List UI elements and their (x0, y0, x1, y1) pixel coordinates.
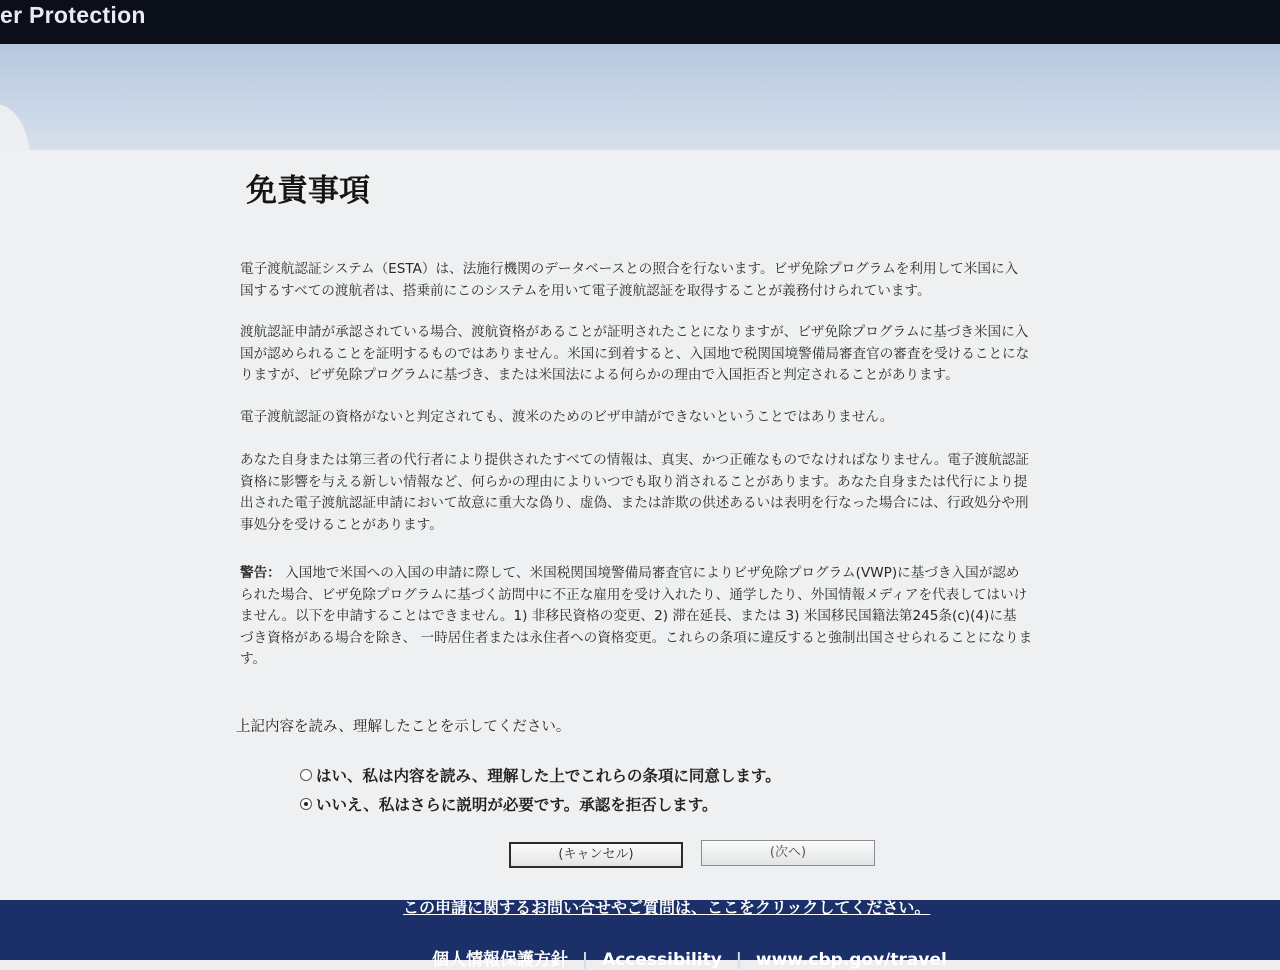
agree-radio[interactable] (300, 769, 312, 781)
accessibility-link[interactable]: Accessibility (602, 950, 722, 970)
paragraph-1-line-2: 国するすべての渡航者は、搭乗前にこのシステムを用いて電子渡航認証を取得することが義務付けられています。 (240, 282, 931, 299)
warning-paragraph (240, 563, 1110, 671)
paragraph-2-line-3: りますが、ビザ免除プログラムに基づき、または米国法による何らかの理由で入国拒否と判定されることがあります。 (240, 367, 959, 383)
paragraph-3-line-1: 電子渡航認証の資格がないと判定されても、渡米のためのビザ申請ができないということではありません。 (240, 409, 894, 425)
acknowledge-prompt: 上記内容を読み、理解したことを示してください。 (236, 719, 571, 735)
footer-separator-2: | (735, 950, 742, 970)
disclaimer-paragraph-1 (240, 259, 1110, 302)
agree-option[interactable] (300, 764, 781, 786)
decline-option[interactable] (300, 793, 717, 815)
warning-line-3: ません。以下を申請することはできません。1) 非移民資格の変更、2) 滞在延長、または 3) 米国移民国籍法第245条(c)(4)に基 (240, 608, 1017, 624)
paragraph-4-line-4: 事処分を受けることがあります。 (240, 516, 443, 533)
warning-line-5: す。 (240, 651, 267, 667)
paragraph-4-line-1: あなた自身または第三者の代行者により提供されたすべての情報は、真実、かつ正確なものでなければなりません。電子渡航認証 (240, 452, 1029, 468)
disclaimer-paragraph-3 (240, 407, 1110, 429)
agree-option-label[interactable]: はい、私は内容を読み、理解した上でこれらの条項に同意します。 (316, 767, 781, 785)
agency-name: er Protection (0, 2, 146, 28)
decline-option-label[interactable]: いいえ、私はさらに説明が必要です。承認を拒否します。 (316, 796, 718, 814)
decline-radio[interactable] (300, 798, 312, 810)
cancel-button[interactable]: (キャンセル) (509, 842, 683, 868)
warning-line-1-text: 入国地で米国への入国の申請に際して、米国税関国境警備局審査官によりビザ免除プログラム(VWP)に基づき入国が認め (285, 565, 1020, 581)
paragraph-2-line-1: 渡航認証申請が承認されている場合、渡航資格があることが証明されたことになりますが、ビザ免除プログラムに基づき米国に入 (240, 324, 1029, 340)
disclaimer-paragraph-4 (240, 450, 1110, 536)
disclaimer-paragraph-2 (240, 322, 1110, 387)
page-title: 免責事項 (246, 173, 370, 209)
cbp-travel-link[interactable]: www.cbp.gov/travel (755, 950, 947, 970)
paragraph-2-line-2: 国が認められることを証明するものではありません。米国に到着すると、入国地で税関国境警備局審査官の審査を受けることにな (240, 345, 1030, 362)
top-header-bar (0, 0, 1280, 44)
footer-separator-1: | (581, 950, 589, 970)
contact-link[interactable]: この申請に関するお問い合せやご質問は、ここをクリックしてください。 (403, 898, 931, 917)
paragraph-4-line-3: 出された電子渡航認証申請において故意に重大な偽り、虚偽、または詐欺の供述あるいは表明を行なった場合には、行政処分や刑 (240, 495, 1029, 511)
warning-line-4: づき資格がある場合を除き、 一時居住者または永住者への資格変更。これらの条項に違反すると強制出国させられることになりま (240, 629, 1033, 646)
warning-line-1 (240, 563, 1110, 585)
paragraph-4-line-2: 資格に影響を与える新しい情報など、何らかの理由によりいつでも取り消されることがあります。あなた自身または代行により提 (240, 473, 1028, 490)
next-button[interactable]: (次へ) (701, 840, 875, 866)
paragraph-1-line-1: 電子渡航認証システム（ESTA）は、法施行機関のデータベースとの照合を行ないます。ビザ免除プログラムを利用して米国に入 (240, 261, 1019, 277)
footer-links (432, 945, 955, 970)
warning-line-2: られた場合、ビザ免除プログラムに基づく訪問中に不正な雇用を受け入れたり、通学したり、外国情報メディアを代表してはいけ (240, 586, 1028, 603)
header-banner (0, 44, 1280, 156)
warning-label: 警告： (240, 565, 281, 581)
privacy-policy-link[interactable]: 個人情報保護方針 (432, 950, 568, 970)
